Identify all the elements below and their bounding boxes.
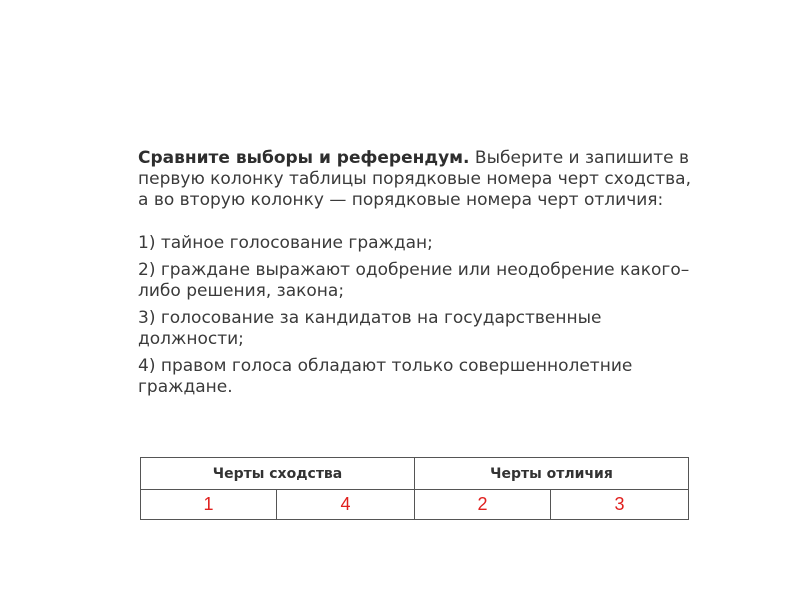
option-item-1: 1) тайное голосование граждан; bbox=[138, 233, 433, 253]
option-item-3: 3) голосование за кандидатов на государственные должности; bbox=[138, 308, 602, 349]
task-instruction-rest: Выберите и запишите в первую колонку таблицы порядковые номера черт сходства, а во вторую колонку — порядковые номера черт отличия: bbox=[138, 148, 691, 210]
header-differences: Черты отличия bbox=[415, 458, 689, 490]
answer-cell-difference-2: 3 bbox=[551, 490, 689, 520]
task-text bbox=[138, 148, 698, 404]
header-similarities: Черты сходства bbox=[141, 458, 415, 490]
answer-cell-difference-1: 2 bbox=[415, 490, 551, 520]
task-instruction bbox=[138, 148, 698, 211]
option-item-2: 2) граждане выражают одобрение или неодобрение какого–либо решения, закона; bbox=[138, 260, 690, 301]
task-instruction-bold: Сравните выборы и референдум. bbox=[138, 148, 470, 168]
option-item-4: 4) правом голоса обладают только совершеннолетние граждане. bbox=[138, 356, 633, 397]
answer-table-row bbox=[141, 490, 689, 520]
answer-table-header-row bbox=[141, 458, 689, 490]
answer-cell-similarity-1: 1 bbox=[141, 490, 277, 520]
answer-table bbox=[140, 457, 689, 520]
answer-cell-similarity-2: 4 bbox=[277, 490, 415, 520]
options-list bbox=[138, 233, 698, 398]
